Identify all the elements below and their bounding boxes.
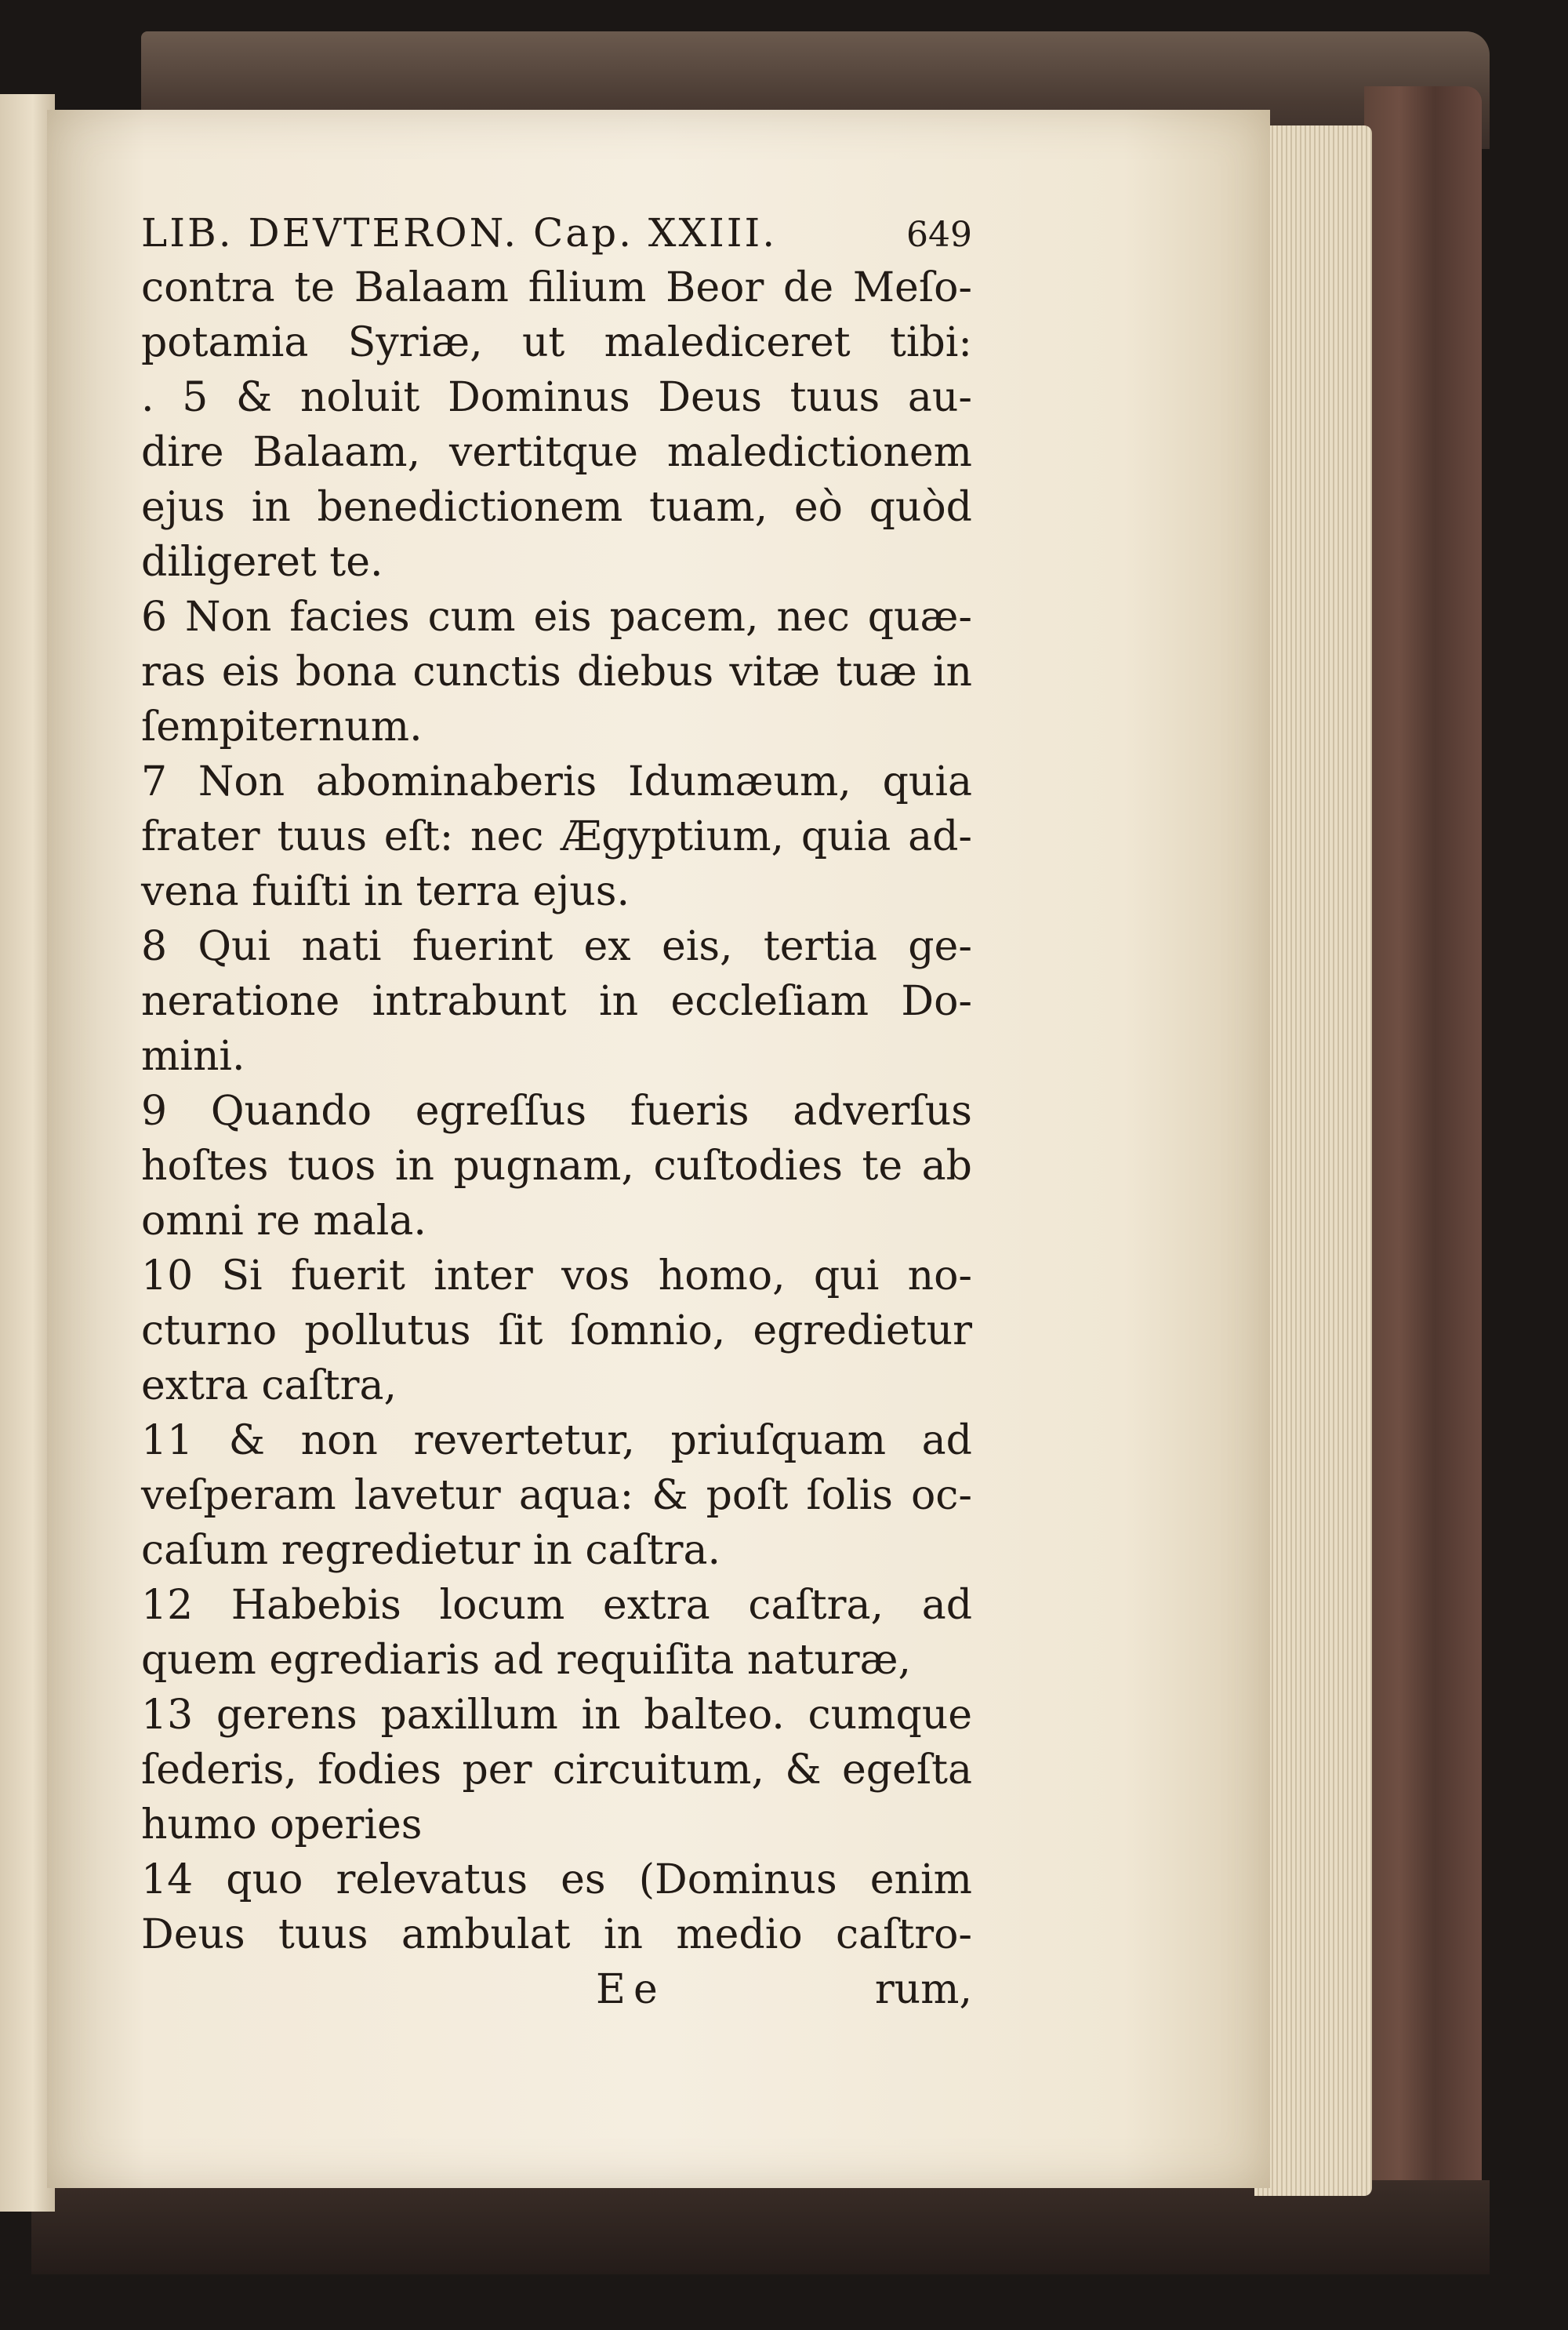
text-line: extra caſtra,	[141, 1362, 397, 1409]
signature-mark: Ee	[596, 1966, 666, 2013]
catchword: rum,	[874, 1966, 972, 2013]
text-line: dire Balaam, vertitque maledictionem	[141, 429, 972, 476]
text-line: potamia Syriæ, ut malediceret tibi:	[141, 319, 972, 366]
page-number: 649	[906, 215, 972, 255]
text-line: 8 Qui nati fuerint ex eis, tertia ge-	[141, 923, 972, 970]
text-line: 11 & non revertetur, priuſquam ad	[141, 1417, 972, 1464]
text-line: 6 Non facies cum eis pacem, nec quæ-	[141, 594, 972, 641]
text-line: 10 Si fuerit inter vos homo, qui no-	[141, 1252, 972, 1299]
text-line: 14 quo relevatus es (Dominus enim	[141, 1856, 972, 1903]
running-head-title: LIB. DEVTERON. Cap. XXIII.	[141, 210, 778, 256]
text-line: cturno pollutus ſit ſomnio, egredietur	[141, 1307, 972, 1354]
text-line: omni re mala.	[141, 1198, 426, 1245]
text-line: 9 Quando egreſſus fueris adverſus	[141, 1088, 972, 1135]
text-line: 13 gerens paxillum in balteo. cumque	[141, 1692, 972, 1739]
text-line: Deus tuus ambulat in medio caſtro-	[141, 1911, 972, 1958]
text-line: caſum regredietur in caſtra.	[141, 1527, 721, 1574]
text-line: neratione intrabunt in eccleſiam Do-	[141, 978, 972, 1025]
text-line: ſempiternum.	[141, 703, 423, 751]
text-line: veſperam lavetur aqua: & poſt ſolis oc-	[141, 1472, 972, 1519]
text-line: 12 Habebis locum extra caſtra, ad	[141, 1582, 972, 1629]
text-line: quem egrediaris ad requiſita naturæ,	[141, 1637, 912, 1684]
text-line: mini.	[141, 1033, 245, 1080]
text-line: ſederis, fodies per circuitum, & egeſta	[141, 1747, 972, 1794]
page-edges	[1254, 125, 1372, 2196]
text-line: contra te Balaam filium Beor de Meſo-	[141, 264, 972, 311]
text-line: diligeret te.	[141, 539, 383, 586]
text-line: humo operies	[141, 1801, 423, 1848]
page-text	[141, 205, 972, 2017]
text-line: 7 Non abominaberis Idumæum, quia	[141, 758, 972, 805]
text-line: . 5 & noluit Dominus Deus tuus au-	[141, 374, 972, 421]
body-text	[141, 260, 972, 1962]
text-line: hoſtes tuos in pugnam, cuſtodies te ab	[141, 1143, 972, 1190]
text-line: ras eis bona cunctis diebus vitæ tuæ in	[141, 649, 972, 696]
book-cover-right	[1364, 86, 1482, 2219]
text-line: ejus in benedictionem tuam, eò quòd	[141, 484, 972, 531]
text-line: vena fuiſti in terra ejus.	[141, 868, 630, 915]
footer-line	[141, 1962, 972, 2017]
running-head	[141, 205, 972, 260]
text-line: frater tuus eſt: nec Ægyptium, quia ad-	[141, 813, 972, 860]
